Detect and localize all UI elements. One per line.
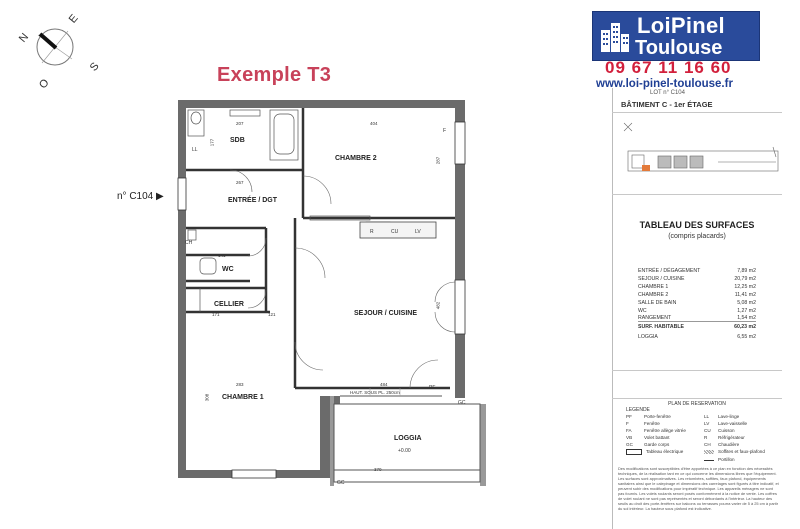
fixture-r: R	[370, 229, 374, 235]
table-row: ENTRÉE / DÉGAGEMENT 7,89 m2	[638, 268, 756, 274]
dim-label: 171	[212, 312, 220, 317]
compass-south: S	[87, 60, 102, 74]
room-label-chambre2: CHAMBRE 2	[335, 155, 377, 162]
dim-label: 308	[204, 393, 210, 402]
plan-reservation-label: PLAN DE RESERVATION	[668, 401, 726, 407]
legend-item: PF Porte-fenêtre	[626, 414, 671, 419]
room-label-cellier: CELLIER	[214, 301, 244, 308]
lot-label: LOT n° C104	[650, 90, 685, 96]
loggia-level: +0.00	[398, 448, 411, 454]
divider	[612, 194, 782, 195]
legend-item: Tableau électrique	[626, 449, 683, 455]
legend-item: R Réfrigérateur	[704, 435, 745, 440]
surface-table-subtitle: (compris placards)	[668, 233, 726, 240]
site-mini-plan	[618, 117, 783, 189]
legend-item: GC Garde corps	[626, 442, 670, 447]
table-row: SALLE DE BAIN 5,08 m2	[638, 300, 756, 306]
fixture-lv: LV	[415, 229, 421, 235]
table-row: CHAMBRE 1 12,25 m2	[638, 284, 756, 290]
logo-line2: Toulouse	[635, 37, 723, 59]
buildings-icon	[599, 20, 631, 54]
website-link[interactable]: www.loi-pinel-toulouse.fr	[596, 78, 733, 90]
legend-item: CU Cuisson	[704, 428, 735, 433]
dim-label: 267	[236, 180, 244, 185]
divider	[612, 112, 782, 113]
phone-number[interactable]: 09 67 11 16 60	[605, 58, 732, 77]
gate-icon	[704, 456, 714, 461]
legend-item: LV Lave-vaisselle	[704, 421, 748, 426]
electrical-panel-icon	[626, 449, 642, 455]
dim-label: 141	[218, 253, 226, 258]
fixture-pf: PF	[429, 385, 436, 391]
table-row: RANGEMENT 1,54 m2	[638, 315, 756, 321]
table-row: CHAMBRE 2 11,41 m2	[638, 292, 756, 298]
logo-line1: LoiPinel	[637, 13, 725, 38]
table-row: SEJOUR / CUISINE 20,79 m2	[638, 276, 756, 282]
surface-table-title: TABLEAU DES SURFACES	[639, 220, 755, 230]
dim-label: 287	[435, 156, 441, 165]
room-label-loggia: LOGGIA	[394, 435, 422, 442]
divider	[612, 370, 782, 371]
compass-north: N	[16, 31, 32, 45]
ceiling-height-note: HAUT. SOUS PL. 250cm	[350, 390, 400, 395]
legend-item: F Fenêtre	[626, 421, 660, 426]
dim-label: 177	[209, 138, 215, 147]
compass-west: O	[36, 76, 52, 92]
fixture-gc: GC	[458, 400, 466, 406]
legend-item: CH Chaudière	[704, 442, 740, 447]
table-total-divider	[638, 321, 756, 322]
building-label: BÂTIMENT C - 1er ÉTAGE	[621, 100, 713, 109]
fixture-ll: LL	[192, 147, 198, 153]
legend-item: FA Fenêtre allège vitrée	[626, 428, 686, 433]
dim-label: 207	[236, 121, 244, 126]
logo[interactable]	[592, 11, 760, 61]
fixture-cu: CU	[391, 229, 399, 235]
soffit-hatch-icon	[704, 450, 714, 454]
dim-label: 484	[380, 382, 388, 387]
legend-item: Portillon	[704, 456, 735, 462]
dim-label: 283	[236, 382, 244, 387]
fixture-f: F	[443, 128, 447, 134]
arrow-right-icon: ▶	[156, 191, 164, 202]
table-row: WC 1,27 m2	[638, 308, 756, 314]
divider	[612, 398, 782, 399]
legend-item: VB Volet battant	[626, 435, 670, 440]
lot-number-marker: n° C104 ▶	[117, 191, 164, 202]
dim-label: 370	[374, 467, 382, 472]
room-label-wc: WC	[222, 266, 234, 273]
dim-label: 121	[268, 312, 276, 317]
table-total-row: SURF. HABITABLE 60,23 m2	[638, 324, 756, 330]
dim-label: 404	[370, 121, 378, 126]
legend-title: LEGENDE	[626, 407, 650, 413]
table-loggia-row: LOGGIA 6,55 m2	[638, 334, 756, 340]
room-label-sejour: SEJOUR / CUISINE	[354, 310, 418, 317]
compass-rose-icon	[28, 20, 84, 76]
fixture-gc-loggia: GC	[337, 480, 345, 486]
plan-title: Exemple T3	[217, 64, 332, 86]
dim-label: 482	[435, 301, 441, 310]
compass-east: E	[66, 12, 81, 26]
disclaimer-note: Des modifications sont susceptibles d'être apportées à ce plan en fonction des nécessités techniques, de la réalisation tant en ce qui concerne les dimensions libres que l'équipement. Les surfaces sont approximatives. Les retombées, soffites, faux plafond, équipements sanitaires ainsi que le calepinage et dimensions des carrelages sont figurés à titre indicatif, et peuvent subir des modifications pour impératif technique. Les appareils ménagers ne sont pas fournis. Les volets roulants seront posés conformément à la notice de vente. Les coffres de volet roulant ne sont pas représentés et seront débordants à l'intérieur. La hauteur des seuils au droit des porte-fenêtres sur balcons ou terrasses pourra varier de 5 à 25 cm à partir du sol intérieur. La hauteur sous plafond est indicative.	[618, 466, 779, 511]
room-label-entree: ENTRÉE / DGT	[228, 197, 278, 204]
legend-item: Soffites et faux-plafond	[704, 449, 765, 454]
fixture-ch: CH	[185, 240, 193, 246]
room-label-sdb: SDB	[230, 137, 245, 144]
legend-item: LL Lave-linge	[704, 414, 740, 419]
room-label-chambre1: CHAMBRE 1	[222, 394, 264, 401]
